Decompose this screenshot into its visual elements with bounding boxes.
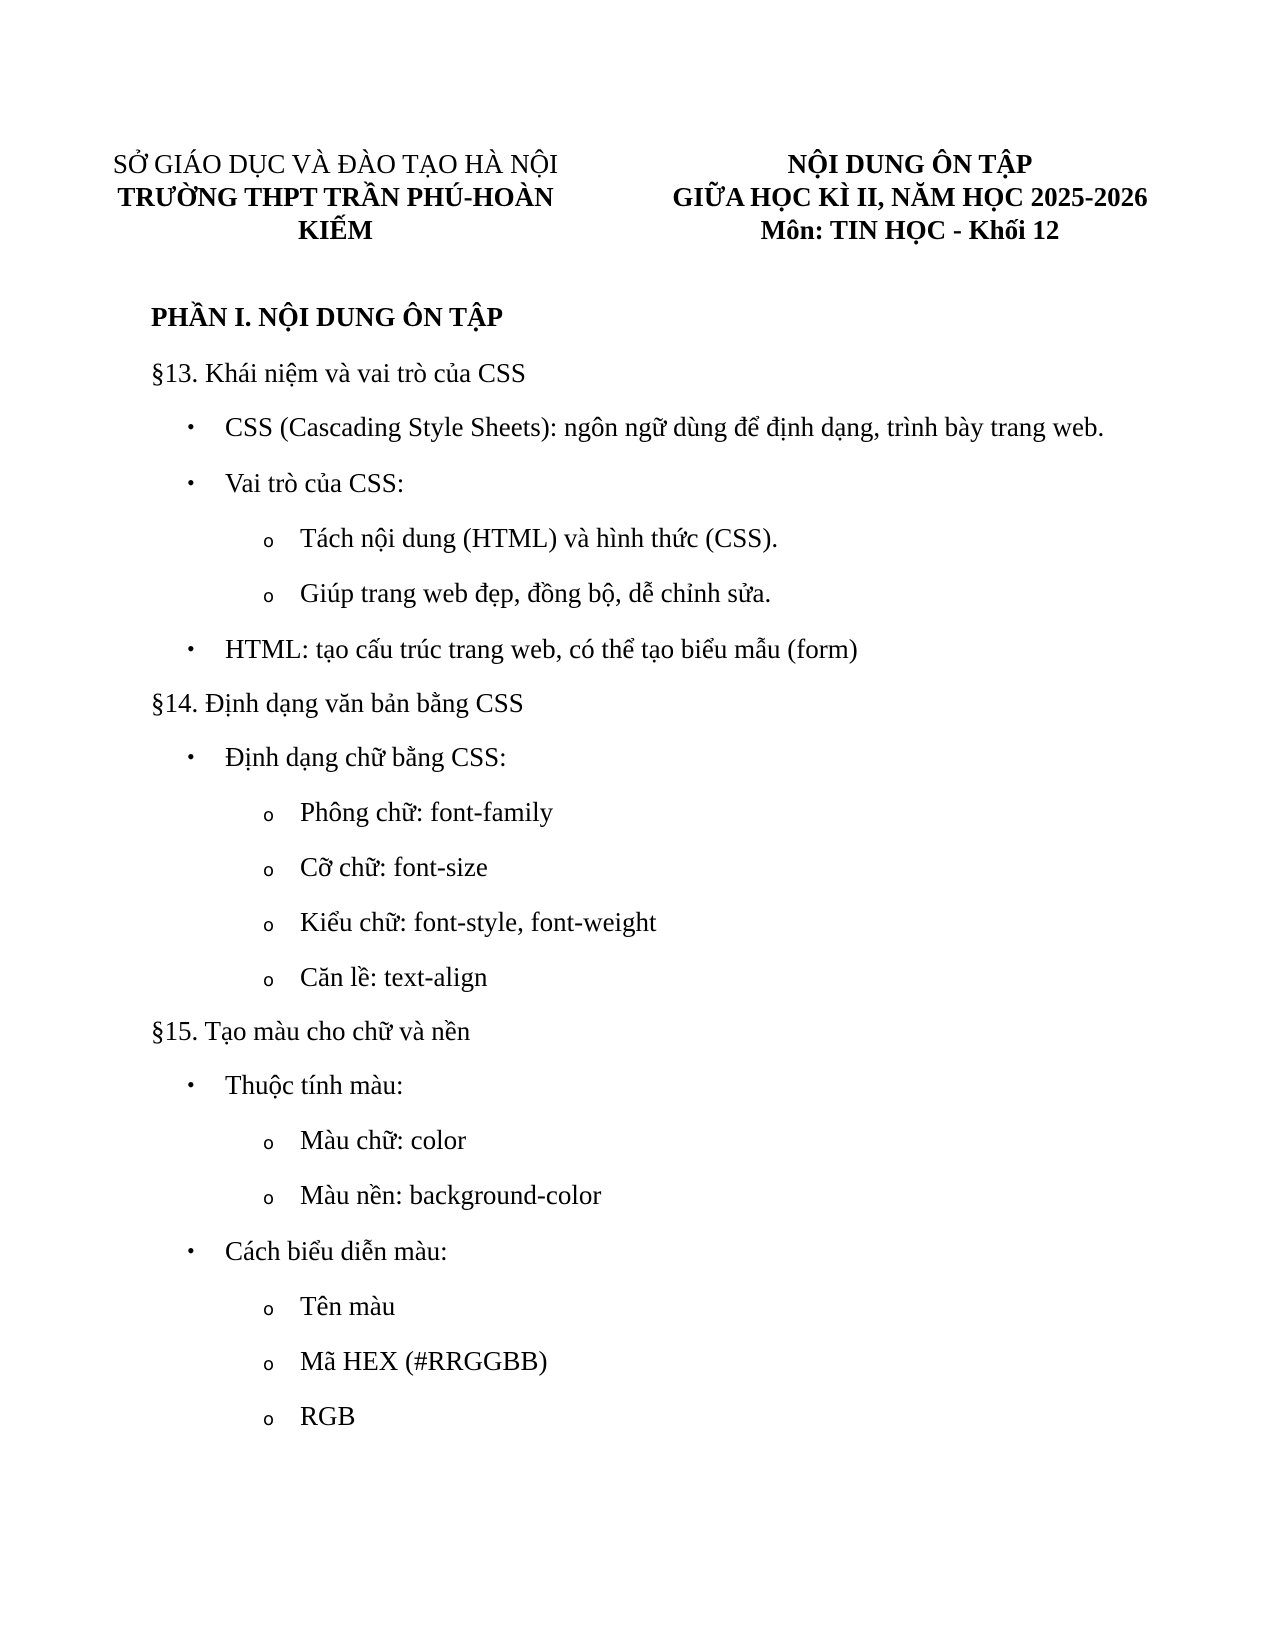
- document-subject: Môn: TIN HỌC - Khối 12: [760, 215, 1060, 245]
- sub-list-item: [225, 1177, 1151, 1214]
- sub-list-item-text: Mã HEX (#RRGGBB): [300, 1346, 548, 1376]
- school-name-continued: KIẾM: [297, 215, 373, 245]
- sub-list-item: [225, 849, 1151, 886]
- sub-list-item: [225, 1122, 1151, 1159]
- list-item: [151, 1066, 1151, 1214]
- bullet-icon: •: [187, 744, 195, 769]
- bullet-icon: •: [187, 636, 195, 661]
- document-body: [151, 300, 1151, 1453]
- list-item-text: HTML: tạo cấu trúc trang web, có thể tạo biểu mẫu (form): [225, 634, 858, 664]
- sub-list-item-text: Màu nền: background-color: [300, 1180, 602, 1210]
- bullet-list: [151, 738, 1151, 996]
- sub-list: [225, 794, 1151, 996]
- sub-list-item: [225, 1343, 1151, 1380]
- part-title: PHẦN I. NỘI DUNG ÔN TẬP: [151, 302, 504, 332]
- section-title: §14. Định dạng văn bản bằng CSS: [151, 688, 524, 718]
- sub-list-item-text: Phông chữ: font-family: [300, 797, 554, 827]
- bullet-list: [151, 408, 1151, 668]
- bullet-icon: •: [187, 470, 195, 495]
- department-name: SỞ GIÁO DỤC VÀ ĐÀO TẠO HÀ NỘI: [112, 149, 559, 179]
- sub-list-item-text: Màu chữ: color: [300, 1125, 467, 1155]
- sub-list-item: [225, 959, 1151, 996]
- circle-bullet-icon: o: [263, 531, 275, 552]
- sub-list-item: [225, 520, 1151, 557]
- section-title: §15. Tạo màu cho chữ và nền: [151, 1016, 471, 1046]
- sub-list-item-text: Căn lề: text-align: [300, 962, 488, 992]
- school-name: TRƯỜNG THPT TRẦN PHÚ-HOÀN: [117, 182, 554, 212]
- school-header: [88, 148, 583, 247]
- sub-list-item-text: Tách nội dung (HTML) và hình thức (CSS).: [300, 523, 779, 553]
- bullet-icon: •: [187, 414, 195, 439]
- circle-bullet-icon: o: [263, 1299, 275, 1320]
- circle-bullet-icon: o: [263, 1409, 275, 1430]
- circle-bullet-icon: o: [263, 860, 275, 881]
- sub-list-item: [225, 1288, 1151, 1325]
- sub-list-item: [225, 794, 1151, 831]
- document-title: NỘI DUNG ÔN TẬP: [787, 149, 1033, 179]
- bullet-icon: •: [187, 1072, 195, 1097]
- circle-bullet-icon: o: [263, 970, 275, 991]
- sub-list-item: [225, 1398, 1151, 1435]
- sub-list-item-text: RGB: [300, 1401, 356, 1431]
- list-item-text: Thuộc tính màu:: [225, 1070, 404, 1100]
- list-item-text: Vai trò của CSS:: [225, 468, 405, 498]
- sub-list-item: [225, 904, 1151, 941]
- sub-list-item: [225, 575, 1151, 612]
- sub-list-item-text: Tên màu: [300, 1291, 396, 1321]
- sub-list: [225, 520, 1151, 612]
- list-item-text: Định dạng chữ bằng CSS:: [225, 742, 507, 772]
- list-item: [151, 1232, 1151, 1435]
- circle-bullet-icon: o: [263, 586, 275, 607]
- circle-bullet-icon: o: [263, 1188, 275, 1209]
- sub-list: [225, 1122, 1151, 1214]
- sub-list-item-text: Kiểu chữ: font-style, font-weight: [300, 907, 657, 937]
- circle-bullet-icon: o: [263, 915, 275, 936]
- list-item: [151, 464, 1151, 612]
- circle-bullet-icon: o: [263, 805, 275, 826]
- document-term: GIỮA HỌC KÌ II, NĂM HỌC 2025-2026: [672, 182, 1148, 212]
- sub-list: [225, 1288, 1151, 1435]
- document-title-block: [640, 148, 1180, 247]
- sub-list-item-text: Cỡ chữ: font-size: [300, 852, 488, 882]
- sub-list-item-text: Giúp trang web đẹp, đồng bộ, dễ chỉnh sửa.: [300, 578, 772, 608]
- section-title: §13. Khái niệm và vai trò của CSS: [151, 358, 526, 388]
- list-item: [151, 408, 1151, 446]
- list-item-text: Cách biểu diễn màu:: [225, 1236, 448, 1266]
- list-item-text: CSS (Cascading Style Sheets): ngôn ngữ dùng để định dạng, trình bày trang web.: [225, 412, 1105, 442]
- bullet-list: [151, 1066, 1151, 1435]
- list-item: [151, 630, 1151, 668]
- bullet-icon: •: [187, 1238, 195, 1263]
- circle-bullet-icon: o: [263, 1133, 275, 1154]
- list-item: [151, 738, 1151, 996]
- circle-bullet-icon: o: [263, 1354, 275, 1375]
